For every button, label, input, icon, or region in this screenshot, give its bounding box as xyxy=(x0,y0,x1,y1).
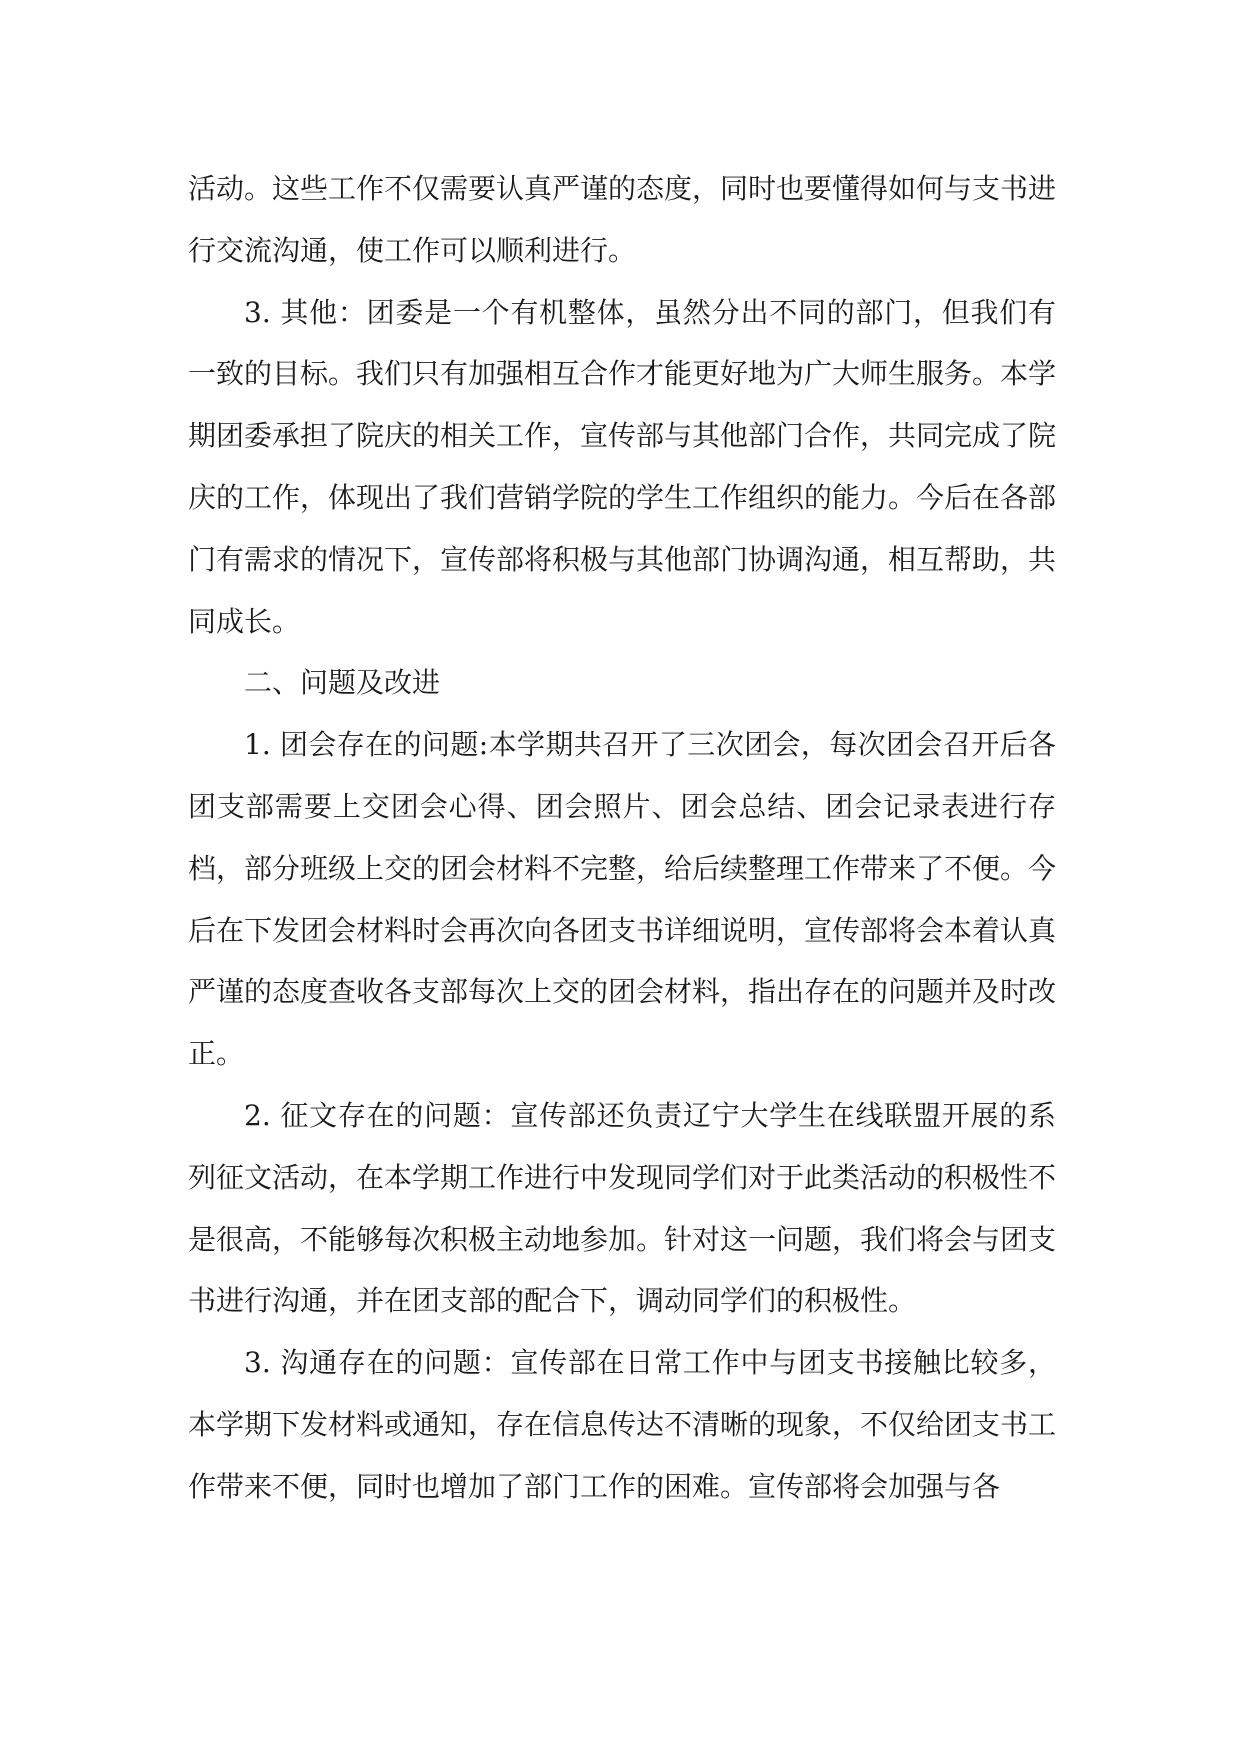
paragraph-issue-communication: 3. 沟通存在的问题：宣传部在日常工作中与团支书接触比较多，本学期下发材料或通知，存在信息传达不清晰的现象，不仅给团支书工作带来不便，同时也增加了部门工作的困难。宣传部将会加强与各 xyxy=(188,1346,1057,1503)
section-heading-problems: 二、问题及改进 xyxy=(244,666,441,700)
document-body xyxy=(188,158,1056,1518)
paragraph-issue-meeting: 1. 团会存在的问题:本学期共召开了三次团会，每次团会召开后各团支部需要上交团会心得、团会照片、团会总结、团会记录表进行存档，部分班级上交的团会材料不完整，给后续整理工作带来了不便。今后在下发团会材料时会再次向各团支书详细说明，宣传部将会本着认真严谨的态度查收各支部每次上交的团会材料，指出存在的问题并及时改正。 xyxy=(188,728,1057,1071)
paragraph-continuation: 活动。这些工作不仅需要认真严谨的态度，同时也要懂得如何与支书进行交流沟通，使工作可以顺利进行。 xyxy=(188,172,1057,267)
paragraph-other: 3. 其他：团委是一个有机整体，虽然分出不同的部门，但我们有一致的目标。我们只有加强相互合作才能更好地为广大师生服务。本学期团委承担了院庆的相关工作，宣传部与其他部门合作，共同完成了院庆的工作，体现出了我们营销学院的学生工作组织的能力。今后在各部门有需求的情况下，宣传部将积极与其他部门协调沟通，相互帮助，共同成长。 xyxy=(188,295,1057,638)
paragraph-issue-essay: 2. 征文存在的问题：宣传部还负责辽宁大学生在线联盟开展的系列征文活动，在本学期工作进行中发现同学们对于此类活动的积极性不是很高，不能够每次积极主动地参加。针对这一问题，我们将会与团支书进行沟通，并在团支部的配合下，调动同学们的积极性。 xyxy=(188,1098,1057,1318)
